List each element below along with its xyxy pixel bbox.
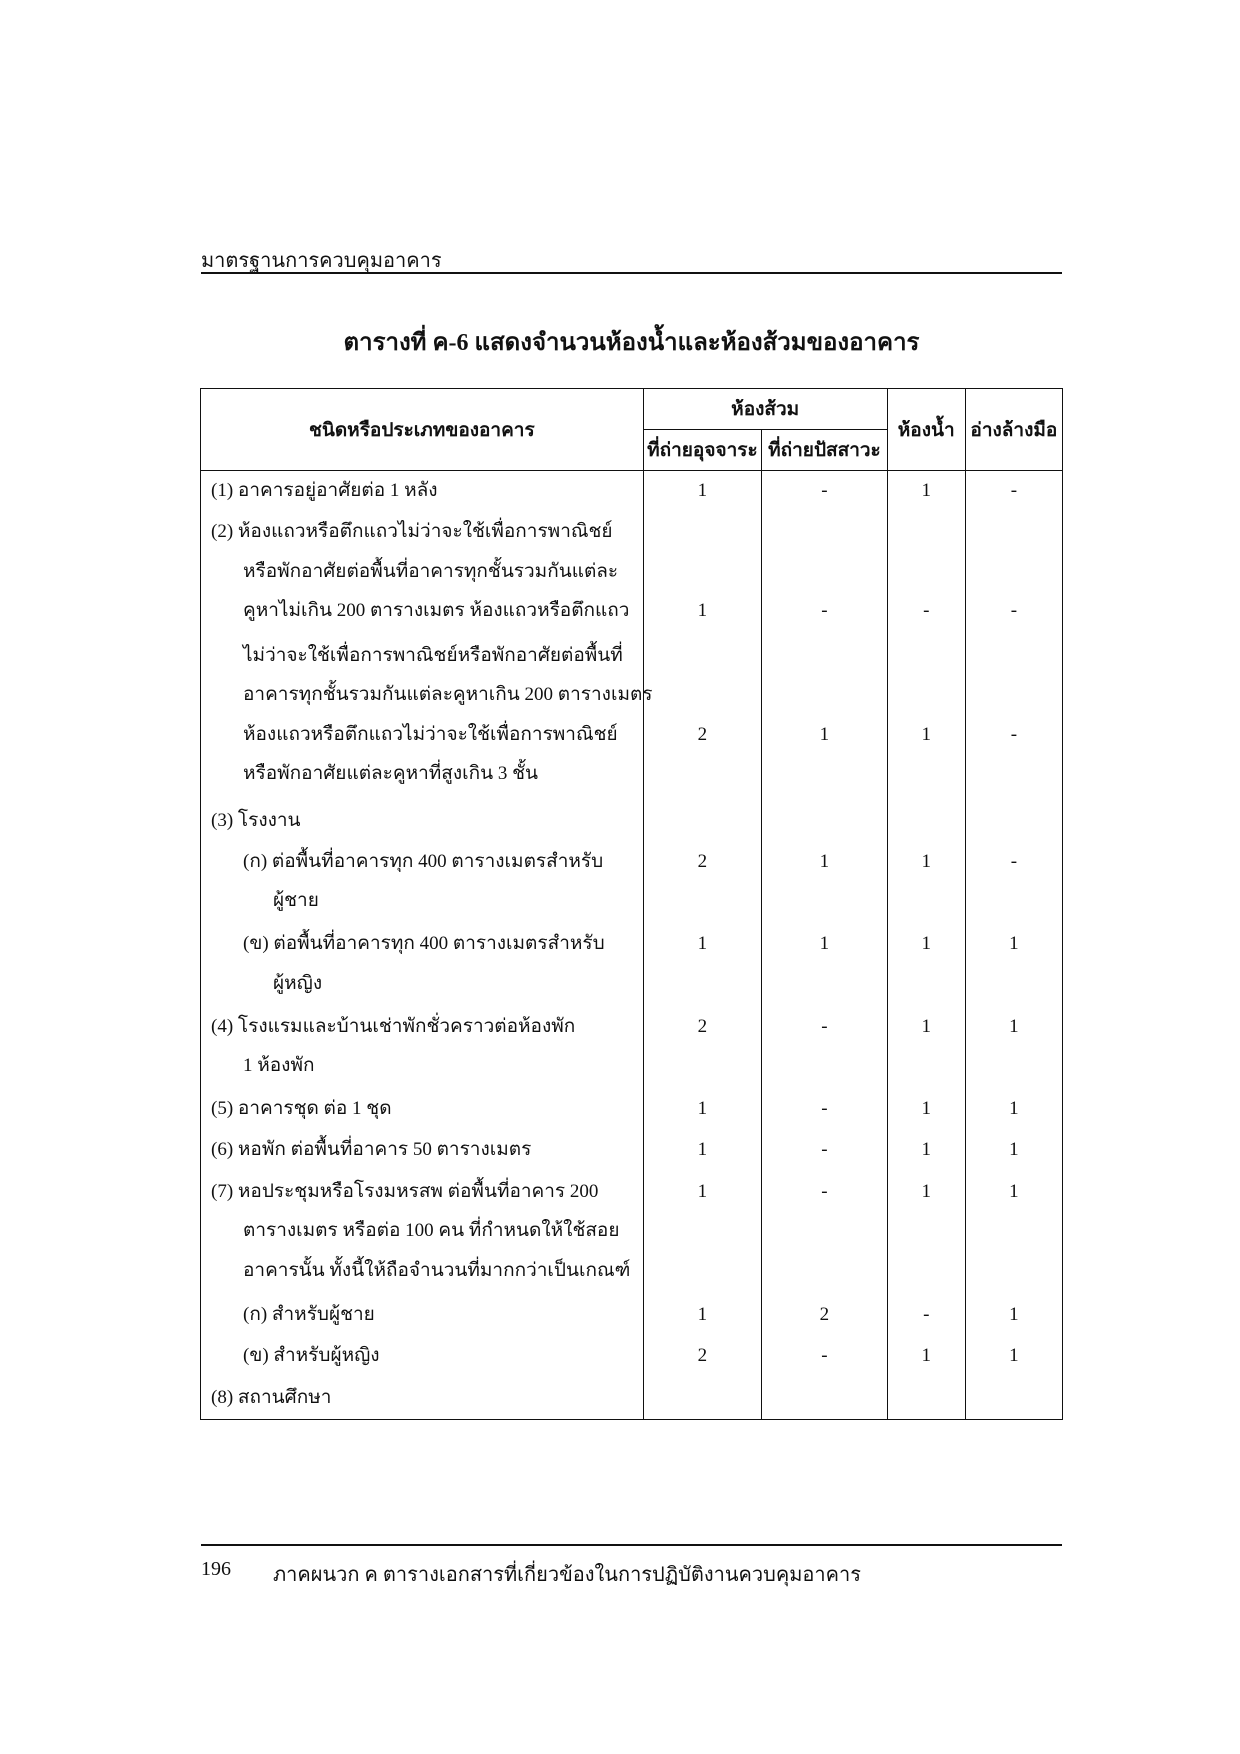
cell-value: 1 (921, 1345, 931, 1367)
cell-value: 1 (921, 723, 931, 745)
empty-cell (201, 1419, 644, 1420)
cell-value: 1 (1009, 933, 1019, 955)
building-type-line: 1 ห้องพัก (243, 1055, 315, 1077)
wc-cell (643, 512, 762, 636)
cell-value (888, 1378, 965, 1418)
building-type-cell (201, 842, 644, 924)
table-row (201, 636, 1063, 801)
table-filler-row (201, 1419, 1063, 1420)
table-body (201, 471, 1063, 1420)
cell-value: 1 (1009, 1098, 1019, 1120)
cell-value: - (821, 1098, 828, 1120)
cell-value: 1 (921, 850, 931, 872)
table-row (201, 1336, 1063, 1377)
washbasin-cell (965, 1172, 1062, 1296)
urinal-cell (762, 1130, 888, 1171)
washbasin-cell (965, 1130, 1062, 1171)
bathroom-cell (887, 512, 965, 636)
cell-value (762, 1378, 887, 1418)
cell-value: 2 (697, 1345, 708, 1367)
cell-value: 1 (819, 850, 830, 872)
empty-cell (965, 1419, 1062, 1420)
wc-cell (643, 1130, 762, 1171)
urinal-cell (762, 842, 888, 924)
col-header-urinal: ที่ถ่ายปัสสาวะ (762, 430, 888, 471)
building-type-line: (ข) ต่อพื้นที่อาคารทุก 400 ตารางเมตรสำหรับ (243, 933, 605, 955)
building-type-line: (ก) สำหรับผู้ชาย (243, 1304, 375, 1326)
washbasin-cell (965, 1336, 1062, 1377)
building-type-cell (201, 512, 644, 636)
building-type-cell (201, 636, 653, 801)
building-toilet-table (200, 388, 1063, 1420)
cell-value: 1 (697, 600, 708, 622)
cell-value: 1 (921, 1098, 931, 1120)
col-header-building-type: ชนิดหรือประเภทของอาคาร (201, 389, 644, 471)
page-number: 196 (201, 1558, 231, 1580)
bathroom-cell (887, 1172, 965, 1296)
washbasin-cell (965, 1089, 1062, 1130)
washbasin-cell (965, 1295, 1062, 1336)
washbasin-cell (965, 471, 1062, 513)
urinal-cell (762, 1336, 888, 1377)
building-type-line: ตารางเมตร หรือต่อ 100 คน ที่กำหนดให้ใช้สอย (243, 1220, 620, 1242)
cell-value: 1 (921, 933, 931, 955)
bathroom-cell (887, 1007, 965, 1089)
table-row (201, 1172, 1063, 1296)
wc-cell (643, 801, 762, 842)
table-row (201, 924, 1063, 1006)
cell-value: - (1010, 723, 1018, 745)
col-header-toilet: ห้องส้วม (643, 389, 887, 430)
cell-value: 1 (1009, 1345, 1019, 1367)
cell-value: 2 (697, 850, 708, 872)
cell-value: - (1010, 850, 1018, 872)
table-row (201, 1130, 1063, 1171)
building-type-line: (8) สถานศึกษา (211, 1386, 332, 1408)
building-type-line: อาคารทุกชั้นรวมกันแต่ละคูหาเกิน 200 ตารางเมตร (243, 684, 653, 706)
cell-value: 1 (921, 480, 931, 501)
table-row (201, 1007, 1063, 1089)
cell-value: - (821, 1345, 828, 1367)
urinal-cell (762, 471, 888, 513)
header-rule (201, 272, 1062, 274)
cell-value: - (1010, 600, 1018, 622)
building-type-line: ผู้หญิง (273, 972, 323, 994)
washbasin-cell (965, 801, 1062, 842)
building-type-cell (201, 1336, 644, 1377)
empty-cell (762, 1419, 888, 1420)
building-type-line: อาคารนั้น ทั้งนี้ให้ถือจำนวนที่มากกว่าเป็นเกณฑ์ (243, 1259, 631, 1281)
urinal-cell (762, 1007, 888, 1089)
bathroom-cell (887, 842, 965, 924)
building-type-cell (201, 1295, 644, 1336)
cell-value: 1 (1009, 1180, 1019, 1202)
building-type-line: ผู้ชาย (273, 890, 319, 912)
bathroom-cell (887, 1336, 965, 1377)
cell-value: 1 (921, 1015, 931, 1037)
table-row (201, 801, 1063, 842)
wc-cell (643, 842, 762, 924)
cell-value (966, 1378, 1062, 1418)
cell-value: 1 (1009, 1015, 1019, 1037)
cell-value: - (821, 1180, 828, 1202)
wc-cell (643, 1007, 762, 1089)
building-type-cell (201, 1378, 644, 1419)
wc-cell (643, 1378, 762, 1419)
bathroom-cell (887, 1295, 965, 1336)
wc-cell (643, 1089, 762, 1130)
urinal-cell (762, 1089, 888, 1130)
building-type-cell (201, 1130, 644, 1171)
building-type-cell (201, 1089, 644, 1130)
bathroom-cell (887, 471, 965, 513)
cell-value: 2 (697, 723, 708, 745)
cell-value: - (821, 600, 828, 622)
washbasin-cell (965, 842, 1062, 924)
urinal-cell (762, 924, 888, 1006)
cell-value: - (923, 1304, 930, 1326)
cell-value: 1 (697, 933, 708, 955)
bathroom-cell (887, 1378, 965, 1419)
col-header-washbasin: อ่างล้างมือ (965, 389, 1062, 471)
empty-cell (887, 1419, 965, 1420)
wc-cell (643, 636, 762, 801)
building-type-line: หรือพักอาศัยต่อพื้นที่อาคารทุกชั้นรวมกันแต่ละ (243, 560, 619, 582)
table-row (201, 512, 1063, 636)
cell-value: 1 (819, 723, 830, 745)
cell-value: 1 (921, 1139, 931, 1161)
cell-value: 1 (697, 480, 708, 501)
table-row (201, 842, 1063, 924)
cell-value: - (821, 1139, 828, 1161)
footer-rule (201, 1544, 1062, 1546)
cell-value: 2 (697, 1015, 708, 1037)
cell-value: 1 (697, 1304, 708, 1326)
building-type-line: (2) ห้องแถวหรือตึกแถวไม่ว่าจะใช้เพื่อการพาณิชย์ (211, 521, 613, 543)
cell-value (762, 801, 887, 841)
building-type-line: (6) หอพัก ต่อพื้นที่อาคาร 50 ตารางเมตร (211, 1139, 532, 1161)
wc-cell (643, 924, 762, 1006)
building-type-line: (ก) ต่อพื้นที่อาคารทุก 400 ตารางเมตรสำหรับ (243, 850, 604, 872)
cell-value: 1 (921, 1180, 931, 1202)
bathroom-cell (887, 1130, 965, 1171)
cell-value: - (923, 600, 930, 622)
urinal-cell (762, 512, 888, 636)
building-type-line: ไม่ว่าจะใช้เพื่อการพาณิชย์หรือพักอาศัยต่อพื้นที่ (243, 644, 623, 666)
running-header: มาตรฐานการควบคุมอาคาร (201, 250, 442, 272)
building-type-line: (5) อาคารชุด ต่อ 1 ชุด (211, 1098, 392, 1120)
bathroom-cell (887, 801, 965, 842)
building-type-cell (201, 801, 644, 842)
cell-value: 1 (697, 1098, 708, 1120)
urinal-cell (762, 1378, 888, 1419)
table-row (201, 1378, 1063, 1419)
building-type-line: (3) โรงงาน (211, 809, 301, 831)
washbasin-cell (965, 1007, 1062, 1089)
urinal-cell (762, 1295, 888, 1336)
wc-cell (643, 471, 762, 513)
washbasin-cell (965, 512, 1062, 636)
urinal-cell (762, 801, 888, 842)
cell-value: - (821, 1015, 828, 1037)
urinal-cell (762, 1172, 888, 1296)
cell-value: 1 (819, 933, 830, 955)
cell-value: 1 (697, 1180, 708, 1202)
building-type-line: (1) อาคารอยู่อาศัยต่อ 1 หลัง (211, 480, 438, 501)
wc-cell (643, 1336, 762, 1377)
urinal-cell (762, 636, 888, 801)
cell-value: 1 (1009, 1139, 1019, 1161)
table-title: ตารางที่ ค-6 แสดงจำนวนห้องน้ำและห้องส้วมของอาคาร (343, 330, 920, 356)
bathroom-cell (887, 636, 965, 801)
building-type-line: (ข) สำหรับผู้หญิง (243, 1345, 380, 1367)
building-type-line: (4) โรงแรมและบ้านเช่าพักชั่วคราวต่อห้องพัก (211, 1015, 576, 1037)
cell-value: - (821, 480, 828, 501)
building-type-line: หรือพักอาศัยแต่ละคูหาที่สูงเกิน 3 ชั้น (243, 763, 539, 785)
table-row (201, 1089, 1063, 1130)
wc-cell (643, 1295, 762, 1336)
cell-value (966, 801, 1062, 841)
footer-text: ภาคผนวก ค ตารางเอกสารที่เกี่ยวข้องในการปฏิบัติงานควบคุมอาคาร (273, 1564, 861, 1586)
building-type-cell (201, 471, 644, 513)
wc-cell (643, 1172, 762, 1296)
cell-value (888, 801, 965, 841)
building-type-cell (201, 1007, 644, 1089)
col-header-wc: ที่ถ่ายอุจจาระ (643, 430, 762, 471)
building-type-line: คูหาไม่เกิน 200 ตารางเมตร ห้องแถวหรือตึกแถว (243, 600, 630, 622)
cell-value: 1 (697, 1139, 708, 1161)
col-header-bathroom: ห้องน้ำ (887, 389, 965, 471)
washbasin-cell (965, 924, 1062, 1006)
building-type-cell (201, 924, 644, 1006)
washbasin-cell (965, 636, 1062, 801)
cell-value (644, 801, 762, 841)
cell-value: 2 (819, 1304, 830, 1326)
building-type-line: ห้องแถวหรือตึกแถวไม่ว่าจะใช้เพื่อการพาณิชย์ (243, 723, 618, 745)
cell-value: - (1010, 480, 1018, 501)
bathroom-cell (887, 1089, 965, 1130)
cell-value: 1 (1009, 1304, 1019, 1326)
building-type-cell (201, 1172, 644, 1296)
bathroom-cell (887, 924, 965, 1006)
table-row (201, 471, 1063, 513)
building-type-line: (7) หอประชุมหรือโรงมหรสพ ต่อพื้นที่อาคาร 200 (211, 1180, 599, 1202)
cell-value (644, 1378, 762, 1418)
washbasin-cell (965, 1378, 1062, 1419)
empty-cell (643, 1419, 762, 1420)
table-row (201, 1295, 1063, 1336)
